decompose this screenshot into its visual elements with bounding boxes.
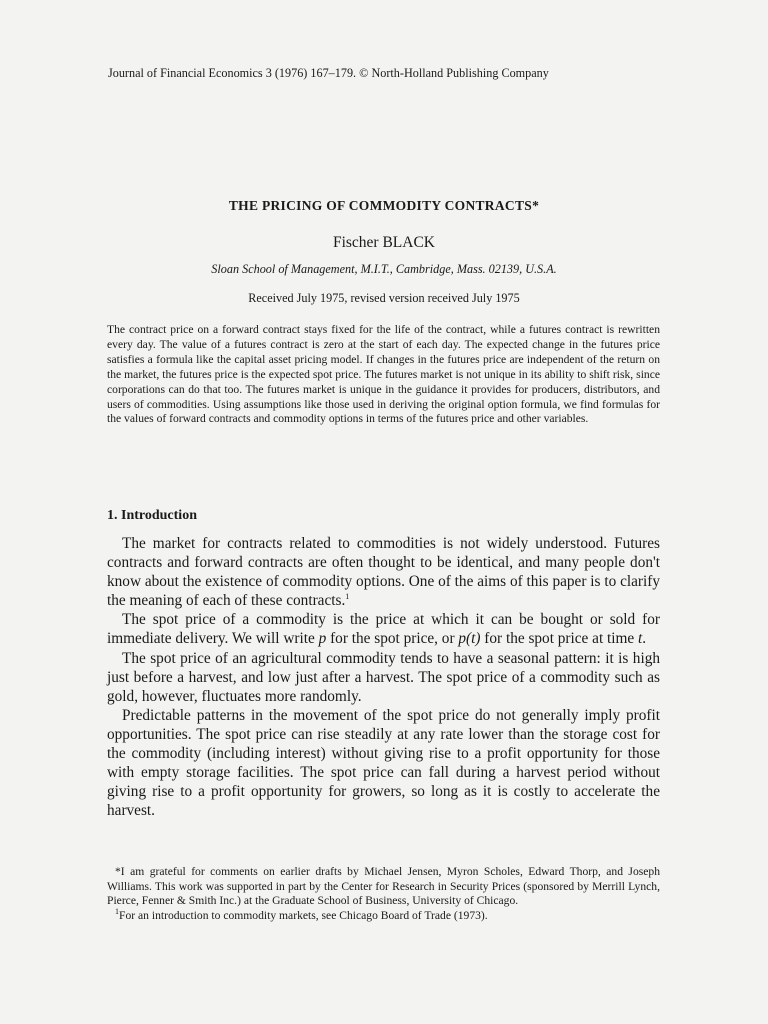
abstract <box>107 323 660 427</box>
article-title: THE PRICING OF COMMODITY CONTRACTS* <box>228 198 540 213</box>
abstract-text: The contract price on a forward contract stays fixed for the life of the contract, while a futures contract is rewritten every day. The value of a futures contract is zero at the start of each day. The expected change in the futures price satisfies a formula like the capital asset pricing model. If changes in the futures price are independent of the return on the market, the futures price is the expected spot price. The futures market is not unique in its ability to shift risk, since corporations can do that too. The futures market is unique in the guidance it provides for producers, distributors, and users of commodities. Using assumptions like those used in deriving the original option formula, we find formulas for the values of forward contracts and commodity options in terms of the futures price and other variables. <box>107 323 660 426</box>
author-affiliation: Sloan School of Management, M.I.T., Cambridge, Mass. 02139, U.S.A. <box>211 262 557 276</box>
journal-citation: Journal of Financial Economics 3 (1976) 167–179. © North-Holland Publishing Company <box>108 66 549 80</box>
paragraph-2-text-a: The spot price of a commodity is the price at which it can be bought or sold for immediate delivery. We will write <box>107 611 660 648</box>
introduction-body <box>107 534 660 820</box>
footnote-1-text: For an introduction to commodity markets, see Chicago Board of Trade (1973). <box>119 908 488 922</box>
paragraph-1 <box>107 534 660 610</box>
received-date: Received July 1975, revised version received July 1975 <box>248 291 520 305</box>
footnotes <box>107 865 660 923</box>
author-name: Fischer BLACK <box>332 234 436 251</box>
paragraph-3: The spot price of an agricultural commodity tends to have a seasonal pattern: it is high just before a harvest, and low just after a harvest. The spot price of a commodity such as gold, however, fluctuates more randomly. <box>107 649 660 705</box>
paragraph-2-text-b: for the spot price, or <box>326 630 459 648</box>
footnote-1 <box>107 906 660 924</box>
paragraph-4: Predictable patterns in the movement of the spot price do not generally imply profit opportunities. The spot price can rise steadily at any rate lower than the storage cost for the commodity (including interest) without giving rise to a profit opportunity for those with empty storage facilities. The spot price can fall during a harvest period without giving rise to a profit opportunity for growers, so long as it is costly to accelerate the harvest. <box>107 706 660 820</box>
paragraph-2-text-d: . <box>642 630 647 648</box>
footnote-ref-1: 1 <box>345 592 350 602</box>
paragraph-2-text-c: for the spot price at time <box>480 630 639 648</box>
footnote-star: *I am grateful for comments on earlier drafts by Michael Jensen, Myron Scholes, Edward Thorp, and Joseph Williams. This work was supported in part by the Center for Research in Security Prices (sponsored by Merrill Lynch, Pierce, Fenner & Smith Inc.) at the Graduate School of Business, University of Chicago. <box>107 865 660 908</box>
paragraph-2 <box>107 610 660 648</box>
section-heading-introduction: 1. Introduction <box>107 508 197 523</box>
spot-price-variable: p <box>318 630 327 648</box>
time-variable: t <box>638 630 643 648</box>
footnote-1-mark: 1 <box>115 906 119 916</box>
paragraph-1-text: The market for contracts related to commodities is not widely understood. Futures contracts and forward contracts are often thought to be identical, and many people don't know about the existence of commodity options. One of the aims of this paper is to clarify the meaning of each of these contracts. <box>107 535 660 610</box>
spot-price-function: p(t) <box>458 630 481 648</box>
